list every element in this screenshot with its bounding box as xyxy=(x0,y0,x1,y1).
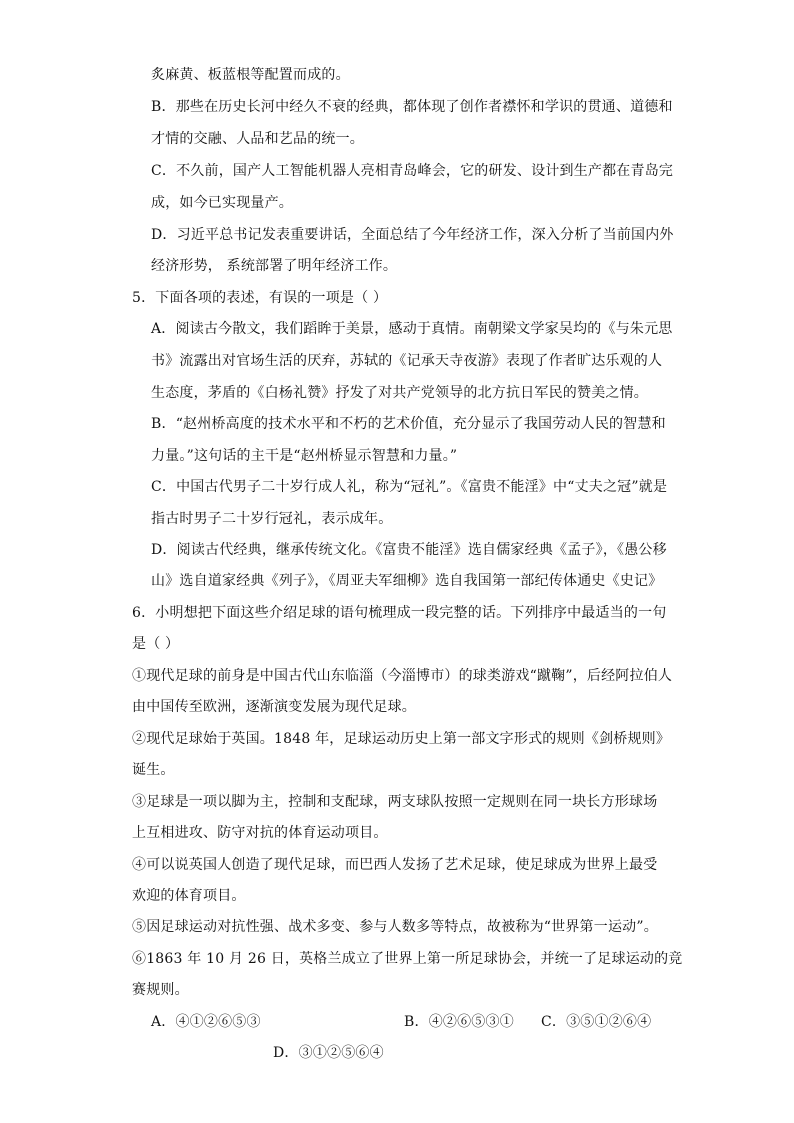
q6-option-d: D．③①②⑤⑥④ xyxy=(273,1045,384,1061)
q6-sentence-6-line2: 赛规则。 xyxy=(132,982,189,998)
q6-sentence-4-line1: ④可以说英国人创造了现代足球，而巴西人发扬了艺术足球，使足球成为世界上最受 xyxy=(132,857,658,873)
q6-option-c: C．③⑤①②⑥④ xyxy=(541,1014,652,1030)
q5-option-d-line1: D．阅读古代经典，继承传统文化。《富贵不能淫》选自儒家经典《孟子》，《愚公移 xyxy=(151,542,667,558)
q5-option-c-line1: C．中国古代男子二十岁行成人礼，称为“冠礼”。《富贵不能淫》中“丈夫之冠”就是 xyxy=(151,479,668,495)
q5-option-b-line1: B．“赵州桥高度的技术水平和不朽的艺术价值，充分显示了我国劳动人民的智慧和 xyxy=(151,416,666,432)
q6-sentence-1-line1: ①现代足球的前身是中国古代山东临淄（今淄博市）的球类游戏“蹴鞠”，后经阿拉伯人 xyxy=(132,668,673,684)
q6-sentence-2-line2: 诞生。 xyxy=(132,762,175,778)
q4-option-d-line2: 经济形势， 系统部署了明年经济工作。 xyxy=(151,258,398,274)
q6-stem-line1: 6．小明想把下面这些介绍足球的语句梳理成一段完整的话。下列排序中最适当的一句 xyxy=(132,605,667,621)
q4-option-d-line1: D．习近平总书记发表重要讲话，全面总结了今年经济工作，深入分析了当前国内外 xyxy=(151,227,674,243)
q5-option-a-line1: A．阅读古今散文，我们蹈眸于美景，感动于真情。南朝梁文学家吴均的《与朱元思 xyxy=(151,321,673,337)
q6-sentence-4-line2: 欢迎的体育项目。 xyxy=(132,888,246,904)
q4-option-b-line2: 才情的交融、人品和艺品的统一。 xyxy=(151,131,364,147)
q6-sentence-3-line1: ③足球是一项以脚为主，控制和支配球，两支球队按照一定规则在同一块长方形球场 xyxy=(132,794,658,810)
q5-option-a-line3: 生态度，茅盾的《白杨礼赞》抒发了对共产党领导的北方抗日军民的赞美之情。 xyxy=(151,385,648,401)
q5-option-b-line2: 力量。”这句话的主干是“赵州桥显示智慧和力量。” xyxy=(151,448,458,464)
q6-sentence-2-line1: ②现代足球始于英国。1848 年，足球运动历史上第一部文字形式的规则《剑桥规则》 xyxy=(132,731,671,747)
q6-sentence-5: ⑤因足球运动对抗性强、战术多变、参与人数多等特点，故被称为“世界第一运动”。 xyxy=(132,919,658,935)
q6-sentence-3-line2: 上互相进攻、防守对抗的体育运动项目。 xyxy=(132,825,388,841)
q6-stem-line2: 是（ ） xyxy=(132,636,180,652)
q5-option-d-line2: 山》选自道家经典《列子》，《周亚夫军细柳》选自我国第一部纪传体通史《史记》 xyxy=(151,573,663,589)
q6-sentence-1-line2: 由中国传至欧洲，逐渐演变发展为现代足球。 xyxy=(132,699,416,715)
q4-option-c-line1: C．不久前，国产人工智能机器人亮相青岛峰会，它的研发、设计到生产都在青岛完 xyxy=(151,163,674,179)
q5-option-a-line2: 书》流露出对官场生活的厌弃，苏轼的《记承天寺夜游》表现了作者旷达乐观的人 xyxy=(151,353,663,369)
q6-option-a: A．④①②⑥⑤③ xyxy=(151,1014,261,1030)
q5-stem: 5．下面各项的表述，有误的一项是（ ） xyxy=(132,290,388,306)
q4-option-a-tail: 炙麻黄、板蓝根等配置而成的。 xyxy=(151,67,350,83)
q4-option-c-line2: 成，如今已实现量产。 xyxy=(151,195,293,211)
q4-option-b-line1: B．那些在历史长河中经久不衰的经典，都体现了创作者襟怀和学识的贯通、道德和 xyxy=(151,99,673,115)
q6-option-b: B．④②⑥⑤③① xyxy=(404,1014,514,1030)
q5-option-c-line2: 指古时男子二十岁行冠礼，表示成年。 xyxy=(151,511,393,527)
q6-sentence-6-line1: ⑥1863 年 10 月 26 日，英格兰成立了世界上第一所足球协会，并统一了足球运动的竞 xyxy=(132,951,683,967)
